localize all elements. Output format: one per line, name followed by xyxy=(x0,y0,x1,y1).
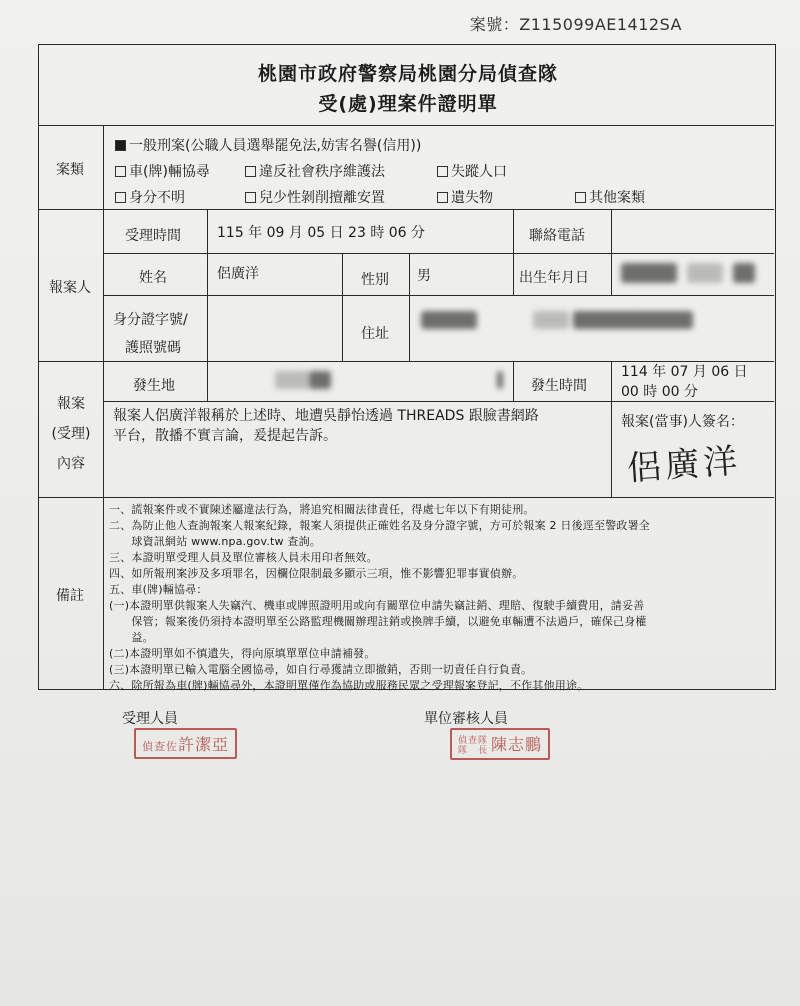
rule xyxy=(39,125,774,126)
report-section-label: 報案 xyxy=(57,396,85,412)
receiver-label: 受理人員 xyxy=(122,711,178,727)
remarks-label: 備註 xyxy=(56,588,84,604)
redacted-address xyxy=(533,311,569,329)
gender-value: 男 xyxy=(417,268,431,284)
remark-line: 二、為防止他人查詢報案人報案紀錄，報案人須提供正確姓名及身分證字號，方可於報案 2 日後逕至警政署全 xyxy=(109,519,650,532)
report-content-line1: 報案人侶廣洋報稱於上述時、地遭吳靜怡透過 THREADS 跟臉書網路 xyxy=(113,408,539,424)
report-section-label-2: (受理) xyxy=(51,426,91,442)
title-form: 受(處)理案件證明單 xyxy=(318,93,498,115)
remark-line: 球資訊網站 www.npa.gov.tw 查詢。 xyxy=(109,535,322,548)
remark-line: (一)本證明單供報案人失竊汽、機車或牌照證明用或向有關單位申請失竊註銷、理賠、復駛手續費用，請妥善 xyxy=(109,599,645,612)
receiver-stamp-title: 偵查佐 xyxy=(142,740,178,753)
remark-line: 六、除所報為車(牌)輛協尋外，本證明單僅作為協助或服務民眾之受理報案登記，不作其他用途。 xyxy=(109,679,589,692)
remark-line: 一、謊報案件或不實陳述屬違法行為，將追究相關法律責任，得處七年以下有期徒刑。 xyxy=(109,503,535,516)
case-type-vehicle-label: 車(牌)輛協尋 xyxy=(129,164,210,180)
location-label: 發生地 xyxy=(133,378,175,394)
id-label-passport: 護照號碼 xyxy=(125,340,181,356)
rule xyxy=(409,253,410,361)
case-type-social-order-label: 違反社會秩序維護法 xyxy=(259,164,385,180)
gender-label: 性別 xyxy=(361,272,389,288)
certificate-form xyxy=(38,44,776,690)
redacted-location xyxy=(275,371,309,389)
checkbox-icon xyxy=(115,166,126,177)
name-value: 侶廣洋 xyxy=(217,266,259,282)
reviewer-stamp-name: 陳志鵬 xyxy=(491,735,543,754)
case-type-label: 案類 xyxy=(56,162,84,178)
occurrence-time-clock: 00 時 00 分 xyxy=(621,384,698,400)
receiver-stamp xyxy=(134,728,237,759)
remark-line: 五、車(牌)輛協尋： xyxy=(109,583,208,596)
remark-line: (三)本證明單已輸入電腦全國協尋，如自行尋獲請立即撤銷，否則一切責任自行負責。 xyxy=(109,663,533,676)
rule xyxy=(103,295,774,296)
redacted-address xyxy=(573,311,693,329)
checkbox-icon xyxy=(115,192,126,203)
redacted-birthdate xyxy=(687,263,723,283)
case-type-lost-item[interactable] xyxy=(437,187,493,207)
redacted-location xyxy=(497,371,503,389)
rule xyxy=(611,209,612,295)
rule xyxy=(103,401,774,402)
reviewer-label: 單位審核人員 xyxy=(424,711,508,727)
received-time-label: 受理時間 xyxy=(125,228,181,244)
remark-line: 益。 xyxy=(109,631,154,644)
name-label: 姓名 xyxy=(139,270,167,286)
case-type-general[interactable] xyxy=(115,135,421,155)
case-type-other-label: 其他案類 xyxy=(589,190,645,206)
rule xyxy=(39,497,774,498)
case-type-minors-label: 兒少性剝削擅離安置 xyxy=(259,190,385,206)
remark-line: 三、本證明單受理人員及單位審核人員未用印者無效。 xyxy=(109,551,378,564)
received-time-value: 115 年 09 月 05 日 23 時 06 分 xyxy=(217,225,426,241)
case-type-general-label: 一般刑案(公職人員選舉罷免法,妨害名譽(信用)) xyxy=(129,138,422,154)
case-type-missing-label: 失蹤人口 xyxy=(451,164,507,180)
rule xyxy=(513,209,514,295)
case-type-unknown-id-label: 身分不明 xyxy=(129,190,185,206)
reviewer-stamp-title: 偵查隊 xyxy=(458,735,489,746)
id-label: 身分證字號/ xyxy=(113,312,188,328)
rule xyxy=(207,209,208,401)
occurrence-time-date: 114 年 07 月 06 日 xyxy=(621,364,748,380)
checkbox-icon xyxy=(245,166,256,177)
case-type-social-order[interactable] xyxy=(245,161,385,181)
remark-line: 四、如所報刑案涉及多項罪名，因欄位限制最多顯示三項，惟不影響犯罪事實偵辦。 xyxy=(109,567,524,580)
rule xyxy=(513,361,514,401)
address-label: 住址 xyxy=(361,326,389,342)
redacted-birthdate xyxy=(733,263,755,283)
case-type-lost-item-label: 遺失物 xyxy=(451,190,493,206)
case-type-minors[interactable] xyxy=(245,187,385,207)
title-agency: 桃園市政府警察局桃園分局偵查隊 xyxy=(257,63,558,85)
signature-label: 報案(當事)人簽名： xyxy=(621,414,744,430)
report-content-line2: 平台，散播不實言論，爰提起告訴。 xyxy=(113,428,337,444)
redacted-birthdate xyxy=(621,263,677,283)
case-type-other[interactable] xyxy=(575,187,645,207)
report-section-label-3: 內容 xyxy=(57,456,85,472)
birth-label: 出生年月日 xyxy=(519,270,589,286)
checkbox-icon xyxy=(437,166,448,177)
rule xyxy=(611,401,612,497)
checkbox-icon xyxy=(437,192,448,203)
receiver-stamp-name: 許潔亞 xyxy=(178,735,230,754)
rule xyxy=(39,209,774,210)
case-type-vehicle[interactable] xyxy=(115,161,210,181)
reporter-signature: 侶廣洋 xyxy=(625,441,743,489)
case-number: 案號：Z115099AE1412SA xyxy=(469,15,682,34)
checkbox-icon xyxy=(575,192,586,203)
rule xyxy=(103,253,774,254)
remark-line: (二)本證明單如不慎遺失，得向原填單單位申請補發。 xyxy=(109,647,376,660)
case-type-unknown-id[interactable] xyxy=(115,187,185,207)
reviewer-stamp-rank: 隊 長 xyxy=(458,745,489,756)
reviewer-stamp xyxy=(450,728,550,760)
rule xyxy=(611,361,612,401)
occurrence-time-label: 發生時間 xyxy=(531,378,587,394)
case-type-missing[interactable] xyxy=(437,161,507,181)
phone-label: 聯絡電話 xyxy=(529,228,585,244)
redacted-address xyxy=(421,311,477,329)
checkbox-icon xyxy=(245,192,256,203)
checkbox-checked-icon xyxy=(115,140,126,151)
rule xyxy=(103,125,104,689)
reporter-section-label: 報案人 xyxy=(49,280,91,296)
remark-line: 保管；報案後仍須持本證明單至公路監理機關辦理註銷或換牌手續，以避免車輛遭不法過戶，確保己身權 xyxy=(109,615,647,628)
redacted-location xyxy=(309,371,331,389)
rule xyxy=(342,253,343,361)
